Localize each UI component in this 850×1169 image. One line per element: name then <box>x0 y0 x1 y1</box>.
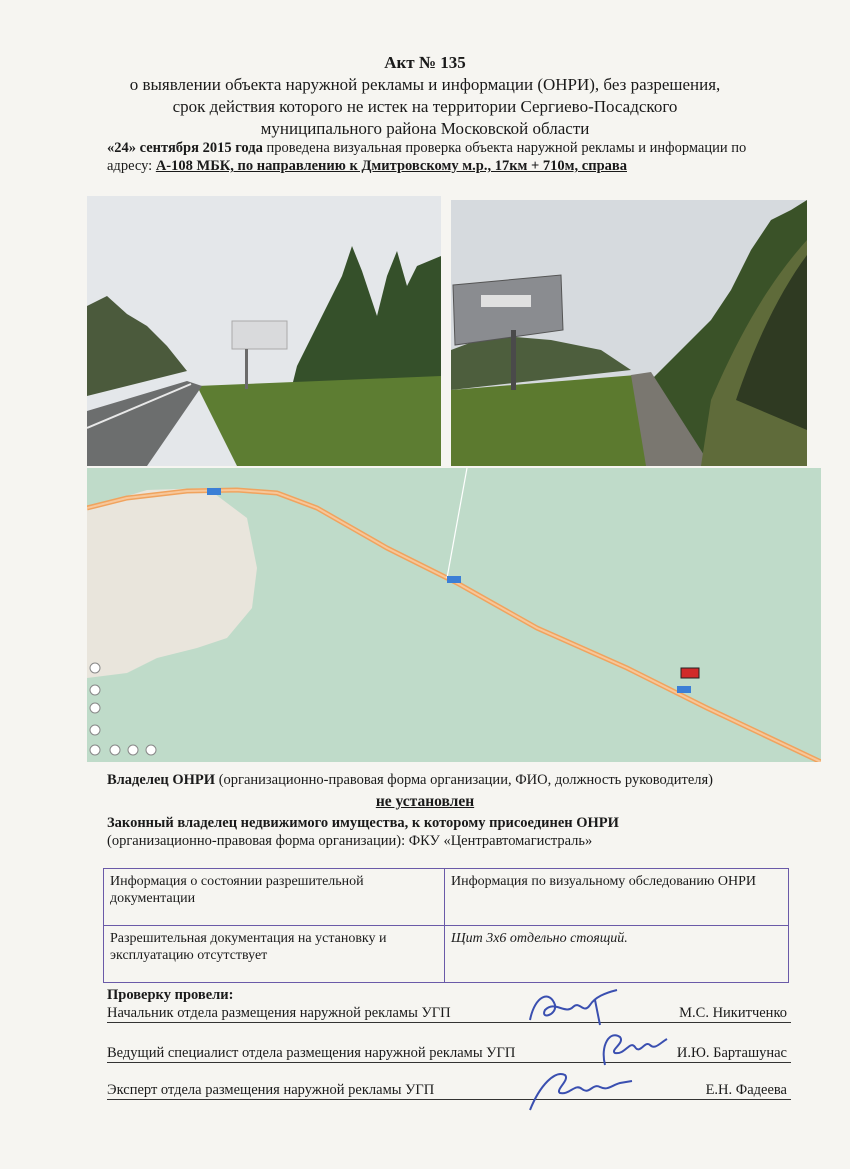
photo-billboard-near-drawing <box>451 200 807 466</box>
inspection-address: А-108 МБК, по направлению к Дмитровскому м.р., 17км + 710м, справа <box>155 158 627 174</box>
inspector-row <box>107 1081 791 1100</box>
photo-billboard-near <box>451 200 807 466</box>
inspection-text: проведена визуальная проверка объекта наружной рекламы и информации по адресу: <box>107 140 747 174</box>
inspector-row <box>107 1044 791 1063</box>
inspector-row <box>107 1004 791 1023</box>
table-header-permit: Информация о состоянии разрешительной документации <box>104 869 445 926</box>
inspector-position: Эксперт отдела размещения наружной рекламы УГП <box>107 1082 435 1098</box>
location-map-drawing <box>87 468 821 762</box>
photo-billboard-far <box>87 196 441 466</box>
inspector-name: И.Ю. Барташунас <box>676 1045 787 1061</box>
signature-1 <box>525 985 625 1030</box>
table-header-visual: Информация по визуальному обследованию ОНРИ <box>445 869 789 926</box>
table-row <box>104 869 789 926</box>
photo-billboard-far-drawing <box>87 196 441 466</box>
inspection-intro <box>107 139 787 175</box>
onri-owner-label: Владелец ОНРИ <box>107 772 216 788</box>
signature-2 <box>595 1025 670 1070</box>
onri-owner-hint: (организационно-правовая форма организации, ФИО, должность руководителя) <box>215 772 714 788</box>
inspector-name: Е.Н. Фадеева <box>705 1082 787 1098</box>
act-title: Акт № 135 <box>384 53 466 72</box>
table-cell-permit: Разрешительная документация на установку и эксплуатацию отсутствует <box>104 926 445 983</box>
act-subtitle-line2: срок действия которого не истек на территории Сергиево-Посадского <box>172 97 678 116</box>
inspectors-label: Проверку провели: <box>107 987 234 1003</box>
legal-owner-label: Законный владелец недвижимого имущества, к которому присоединен ОНРИ <box>107 815 619 831</box>
inspector-position: Начальник отдела размещения наружной рекламы УГП <box>107 1005 451 1021</box>
legal-owner <box>107 814 807 850</box>
table-row <box>104 926 789 983</box>
inspector-position: Ведущий специалист отдела размещения наружной рекламы УГП <box>107 1045 516 1061</box>
onri-owner <box>107 771 807 789</box>
legal-owner-hint: (организационно-правовая форма организации): ФКУ «Центравтомагистраль» <box>107 833 593 849</box>
table-cell-visual: Щит 3х6 отдельно стоящий. <box>445 926 789 983</box>
onri-owner-value: не установлен <box>375 793 475 810</box>
inspector-name: М.С. Никитченко <box>679 1005 787 1021</box>
inspection-date: «24» сентября 2015 года <box>107 140 263 156</box>
signature-3 <box>520 1065 635 1115</box>
act-subtitle-line1: о выявлении объекта наружной рекламы и информации (ОНРИ), без разрешения, <box>129 75 721 94</box>
info-table <box>103 868 789 983</box>
act-subtitle-line3: муниципального района Московской области <box>260 119 590 138</box>
location-map[interactable] <box>87 468 821 762</box>
